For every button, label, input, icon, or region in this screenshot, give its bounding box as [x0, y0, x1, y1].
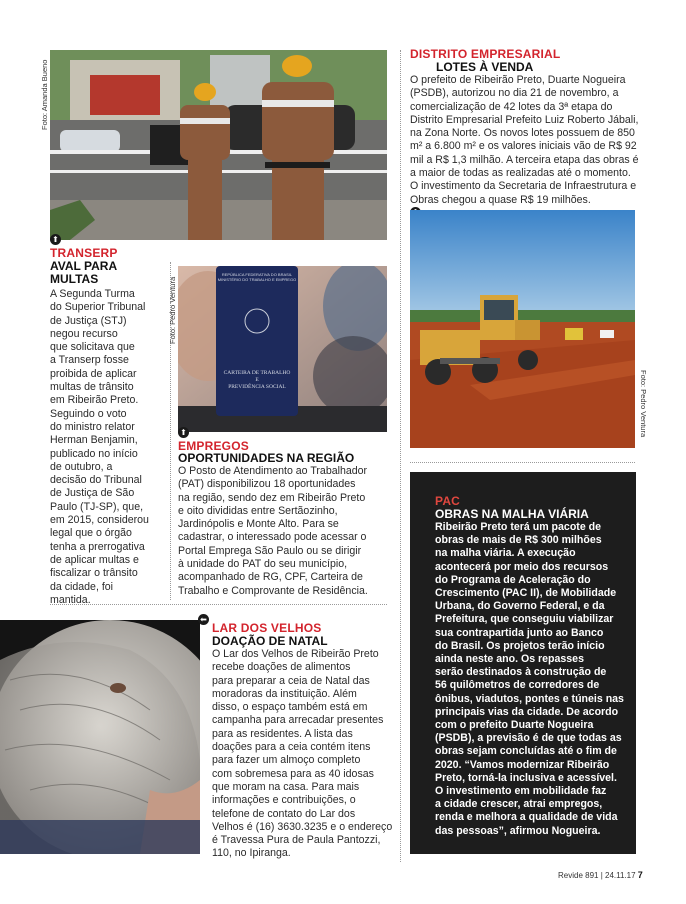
transerp-photo [50, 50, 387, 240]
distrito-kicker: DISTRITO EMPRESARIAL [410, 47, 561, 61]
transerp-headline: AVAL PARA MULTAS [50, 259, 118, 286]
transerp-body: A Segunda Turma do Superior Tribunal de Justiça (STJ) negou recurso que solicitava que a Transerp fosse proibida de aplicar multas de trânsito em Ribeirão Preto. Seguindo o voto do ministro relator Herman Benjamin, publicado no início de outubro, a decisão do Tribunal de Justiça de São Paulo (TJ-SP), que, em 2015, considerou legal que o órgão tenha a prerrogativa de aplicar multas e fiscalizar o trânsito da cidade, foi mantida. [50, 288, 149, 606]
distrito-headline: LOTES À VENDA [436, 60, 534, 74]
center-divider [400, 50, 401, 862]
arrow-circle-icon: ⬅ [198, 614, 209, 625]
pac-box [410, 472, 636, 854]
empregos-photo [178, 266, 387, 432]
page-number: 7 [637, 870, 643, 880]
arrow-circle-icon: ⬆ [178, 427, 189, 438]
empregos-headline: OPORTUNIDADES NA REGIÃO [178, 451, 355, 465]
pac-body: Ribeirão Preto terá um pacote de obras de mais de R$ 300 milhões na malha viária. A execução acontecerá por meio dos recursos do Programa de Aceleração do Crescimento (PAC II), de Mobilidade Urbana, do Governo Federal, e da Prefeitura, que conseguiu viabilizar sua contrapartida junto ao Banco do Brasil. Os projetos terão início ainda neste ano. Os repasses serão destinados à construção de 56 quilômetros de corredores de ônibus, viadutos, pontes e túneis nas principais vias da cidade. De acordo com o prefeito Duarte Nogueira (PSDB), a previsão é de que todas as obras sejam concluídas até o fim de 2020. “Vamos modernizar Ribeirão Preto, torná-la inclusiva e acessível. O investimento em mobilidade faz a cidade crescer, atrai empregos, renda e melhora a qualidade de vida das pessoas”, afirmou Nogueira. [435, 521, 624, 837]
work-card-title: CARTEIRA DE TRABALHO E PREVIDÊNCIA SOCIAL [223, 370, 291, 390]
work-card-label: REPÚBLICA FEDERATIVA DO BRASIL MINISTÉRIO DO TRABALHO E EMPREGO [217, 272, 297, 282]
pac-kicker: PAC [435, 494, 461, 508]
pac-headline: OBRAS NA MALHA VIÁRIA [435, 507, 589, 521]
lar-photo [0, 620, 200, 854]
section-divider [50, 604, 387, 605]
empregos-body: O Posto de Atendimento ao Trabalhador (PAT) disponibilizou 18 oportunidades na região, sendo dez em Ribeirão Preto e oito divididas entre Sertãozinho, Jardinópolis e Monte Alto. Para se cadastrar, o interessado pode acessar o Portal Emprega São Paulo ou se dirigir à unidade do PAT do seu município, acompanhado de RG, CPF, Carteira de Trabalho e Comprovante de Residência. [178, 465, 368, 597]
photo-credit-empregos: Foto: Pedro Ventura [168, 276, 177, 344]
page-folio [558, 870, 643, 880]
lar-headline: DOAÇÃO DE NATAL [212, 634, 328, 648]
arrow-circle-icon: ⬆ [50, 234, 61, 245]
lar-kicker: LAR DOS VELHOS [212, 621, 322, 635]
distrito-photo [410, 210, 635, 448]
section-divider [410, 462, 635, 463]
folio-text: Revide 891 | 24.11.17 [558, 871, 636, 880]
lar-body: O Lar dos Velhos de Ribeirão Preto recebe doações de alimentos para preparar a ceia de Natal das moradoras da instituição. Além disso, o espaço também está em campanha para arrecadar presentes para as residentes. A lista das doações para a ceia contém itens para fazer um almoço completo com sobremesa para as 40 idosas que moram na casa. Para mais informações e contribuições, o telefone de contato do Lar dos Velhos é (16) 3630.3235 e o endereço é Travessa Pura de Paula Pantozzi, 110, no Ipiranga. [212, 648, 393, 860]
photo-credit-transerp: Foto: Amanda Bueno [40, 59, 49, 130]
photo-credit-distrito: Foto: Pedro Ventura [639, 370, 648, 438]
transerp-kicker: TRANSERP [50, 246, 118, 260]
distrito-body: O prefeito de Ribeirão Preto, Duarte Nogueira (PSDB), autorizou no dia 21 de novembro, a comercialização de 42 lotes da 3ª etapa do Distrito Empresarial Prefeito Luiz Roberto Jábali, na Zona Norte. Os novos lotes possuem de 850 m² a 6.800 m² e os valores iniciais vão de R$ 92 mil a R$ 1,3 milhão. A terceira etapa das obras é a maior de todas as realizadas até o momento. O investimento da Secretaria de Infraestrutura e Obras chegou a quase R$ 19 milhões. [410, 74, 639, 206]
empregos-kicker: EMPREGOS [178, 439, 249, 453]
